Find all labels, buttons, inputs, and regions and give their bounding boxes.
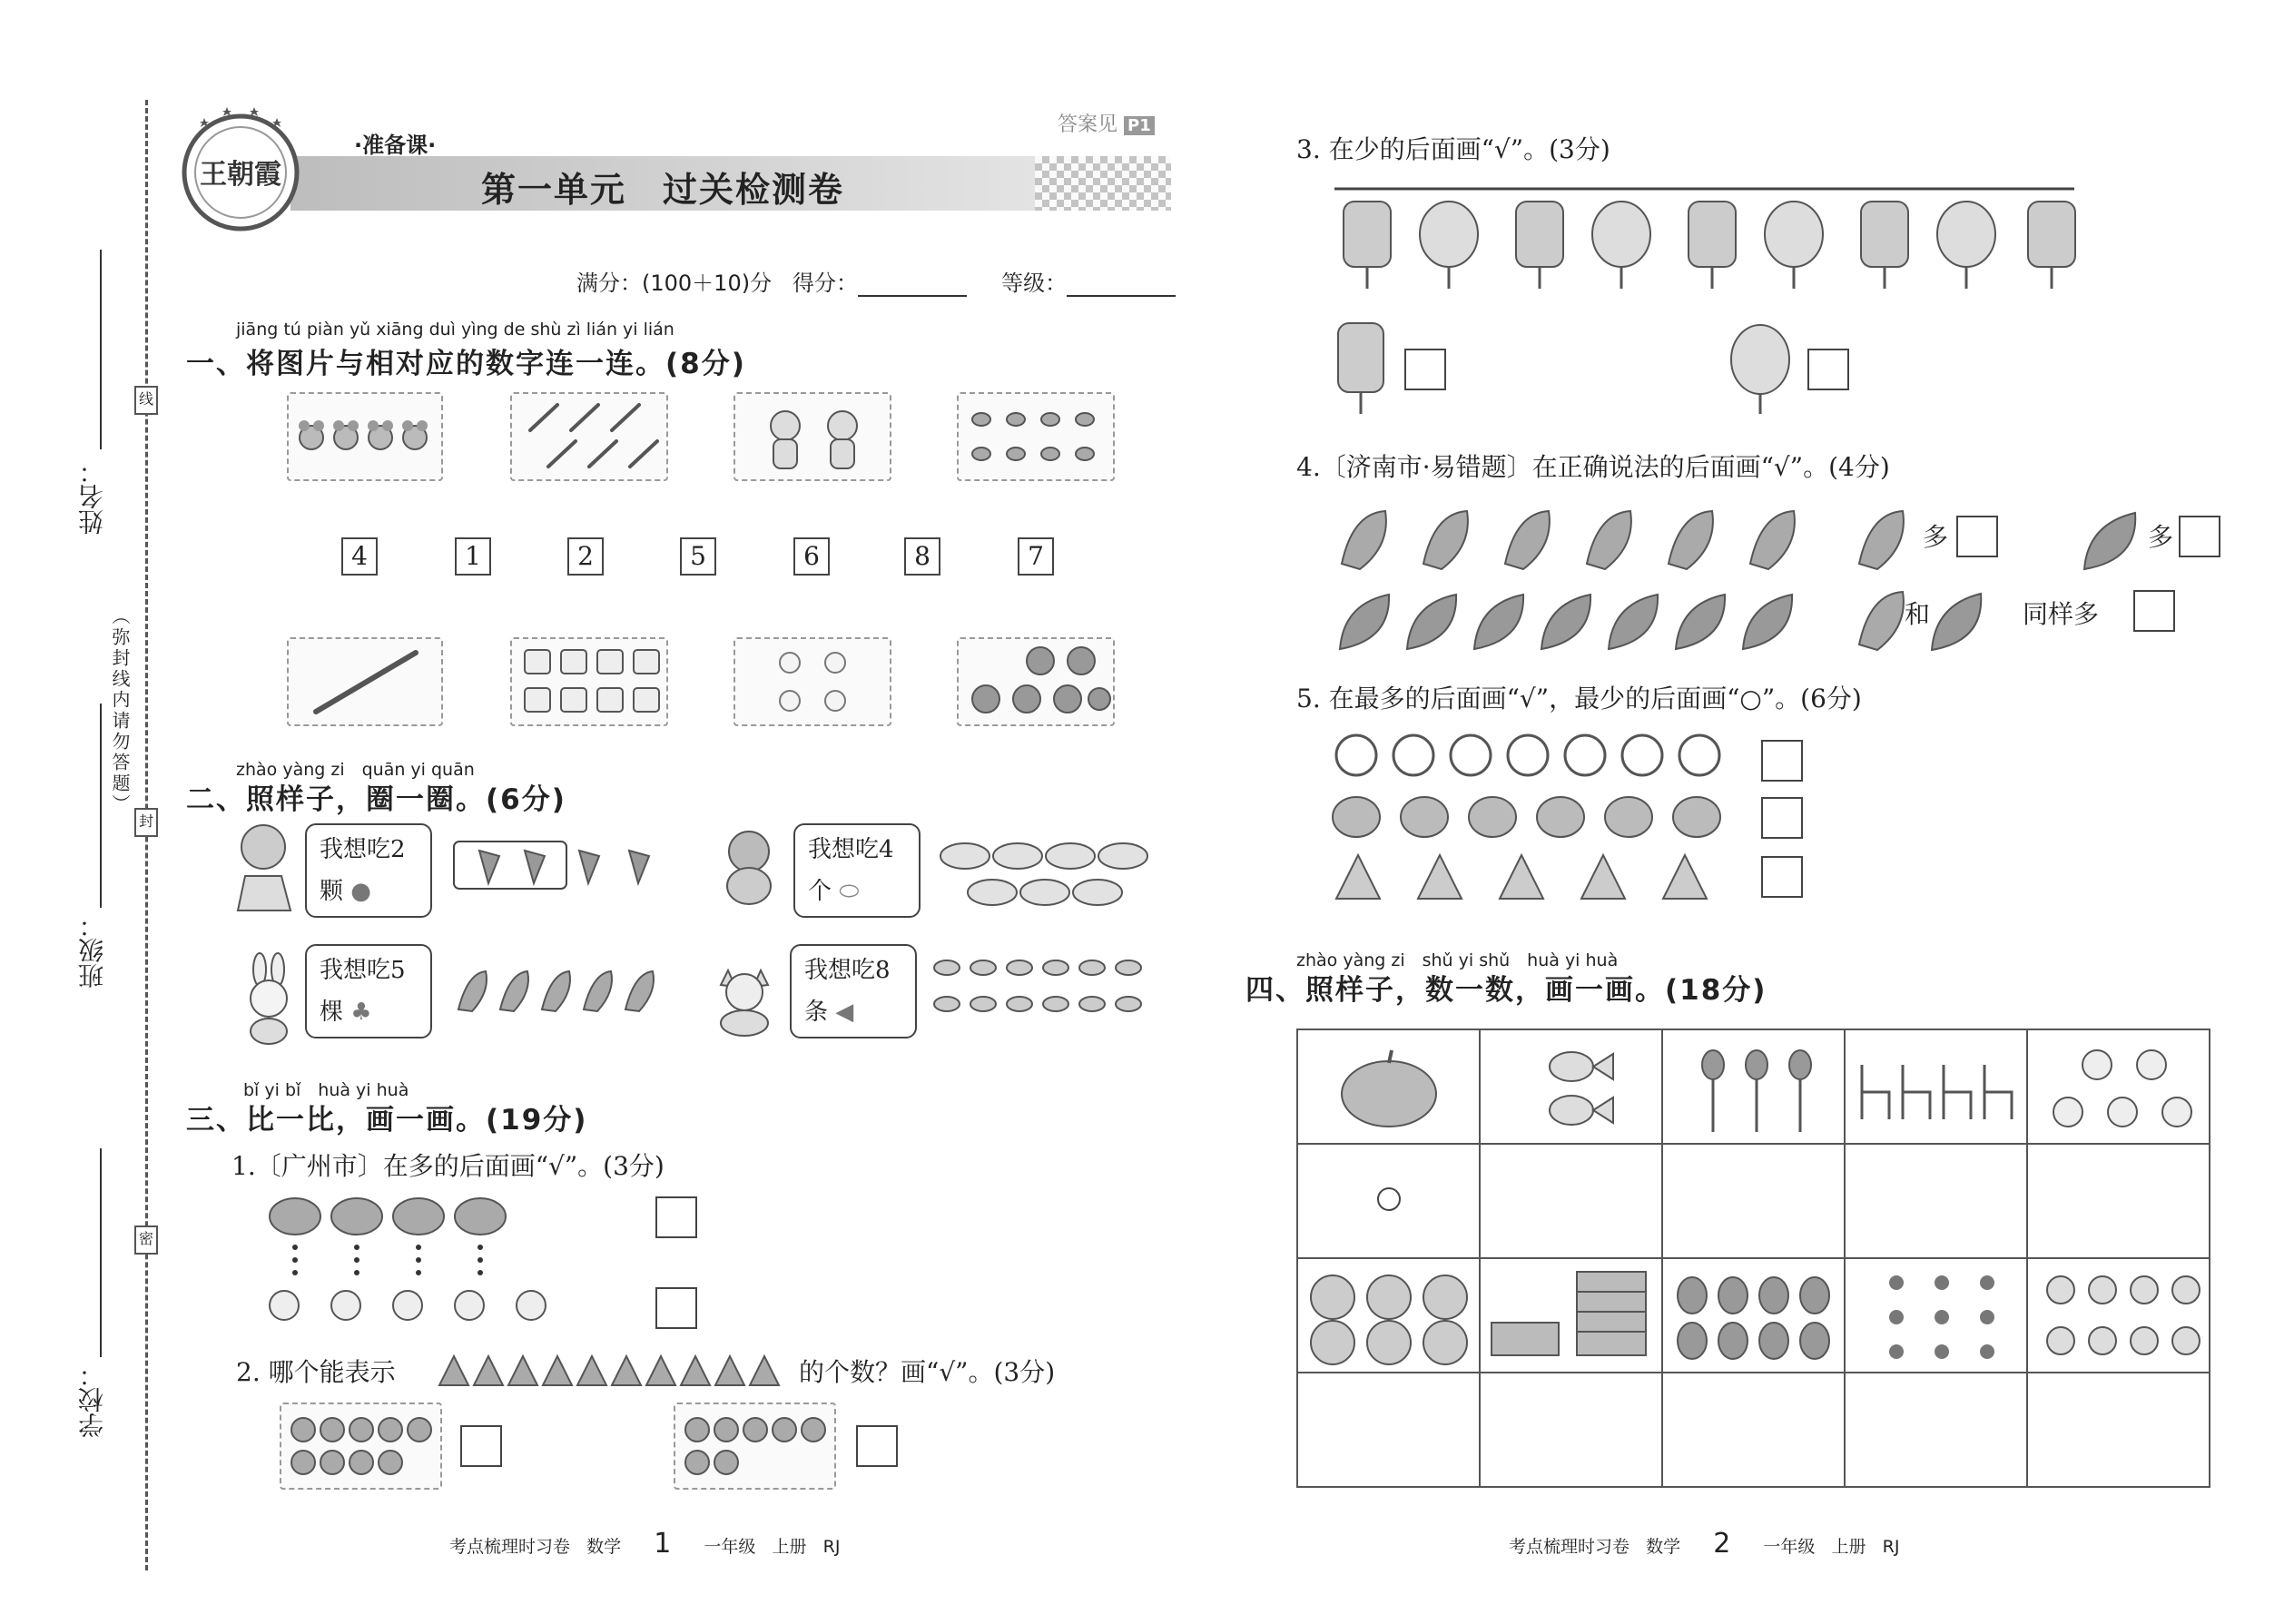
speech-bubble-cabbage: [305, 944, 432, 1038]
class-label: 班级：: [77, 912, 107, 989]
bubble-text-line2: 条: [804, 999, 829, 1026]
q3-checkbox-striped[interactable]: [1404, 349, 1446, 390]
q5-text: 5. 在最多的后面画“√”，最少的后面画“○”。(6分): [1296, 684, 1862, 714]
number-box-4[interactable]: 5: [680, 537, 716, 576]
footer-page-number: 1: [654, 1528, 672, 1560]
grid-answer-tulips[interactable]: [1662, 1144, 1845, 1258]
grid-cell-puppies: [2027, 1029, 2210, 1144]
dot-group-a: [281, 1404, 440, 1488]
grid-answer-sample[interactable]: [1297, 1144, 1480, 1258]
umbrella-icon: [512, 394, 666, 479]
q5-checkbox-rings[interactable]: [1761, 740, 1803, 782]
class-field[interactable]: [100, 704, 102, 908]
grid-answer-peaches[interactable]: [2027, 1373, 2210, 1487]
grid-cell-pumpkin: [1297, 1029, 1480, 1144]
picture-card-umbrellas[interactable]: [510, 392, 668, 481]
cup-icon: [512, 639, 666, 724]
mouse-icon: [289, 394, 441, 479]
bubble-text-line1: 我想吃2: [320, 836, 406, 863]
q2-option-b[interactable]: [674, 1403, 836, 1490]
lantern-striped-icon: [1344, 202, 1391, 267]
number-box-3[interactable]: 2: [567, 537, 604, 576]
s3-title: 三、比一比，画一画。(19分): [186, 1104, 588, 1137]
speech-bubble-mango: [793, 823, 921, 918]
number-box-7[interactable]: 7: [1018, 537, 1054, 576]
q2-checkbox-a[interactable]: [460, 1425, 502, 1467]
footer-series: 考点梳理时习卷: [1509, 1537, 1630, 1557]
radish-icon: [270, 1291, 299, 1320]
page-title: 第一单元 过关检测卷: [481, 170, 845, 210]
mooncake-icon: [1333, 797, 1380, 837]
fish-icon: ◀: [835, 999, 854, 1026]
cabbage-row[interactable]: [449, 964, 658, 1019]
picture-card-flute[interactable]: [287, 637, 443, 726]
bubble-text-line2: 个: [808, 878, 832, 905]
q1-comparison: [268, 1196, 504, 1333]
eggplant-icon: [1340, 595, 1389, 649]
grid-answer-chairs[interactable]: [1845, 1144, 2027, 1258]
number-box-5[interactable]: 6: [793, 537, 830, 576]
picture-card-cups[interactable]: [510, 637, 668, 726]
lantern-row: [1334, 182, 2079, 300]
speech-bubble-fish: [790, 944, 917, 1038]
ring-icon: [1336, 735, 1376, 775]
seal-note: （弥封线内请勿答题）: [109, 606, 131, 815]
q5-checkbox-zongzi[interactable]: [1761, 856, 1803, 898]
grade-label: 等级：: [1001, 271, 1068, 296]
mango-row[interactable]: [938, 840, 1147, 912]
banner-pattern: [1035, 156, 1171, 211]
candy-icon: [959, 394, 1113, 479]
grid-answer-ants[interactable]: [1845, 1373, 2027, 1487]
strawberry-icon: ●: [350, 878, 371, 905]
name-field[interactable]: [100, 250, 102, 449]
grid-cell-chairs: [1845, 1029, 2027, 1144]
puppy-icon: [2041, 1041, 2204, 1137]
lantern-round-icon: [1729, 316, 1793, 416]
flute-icon: [289, 639, 441, 724]
potato-icon: [270, 1198, 320, 1235]
grid-cell-books: [1480, 1258, 1662, 1373]
s2-pinyin: zhào yàng zi quān yi quān: [236, 760, 475, 780]
q2-text-a: 2. 哪个能表示: [236, 1357, 396, 1387]
school-label: 学校：: [77, 1362, 107, 1438]
footer-left: [449, 1528, 840, 1560]
triangle-row: [438, 1354, 792, 1387]
school-field[interactable]: [100, 1148, 102, 1357]
picture-card-apples[interactable]: [957, 637, 1115, 726]
s4-title: 四、照样子，数一数，画一画。(18分): [1245, 974, 1767, 1007]
q1-checkbox-radish[interactable]: [655, 1287, 697, 1329]
monkey-icon: [713, 826, 785, 908]
prep-label: ·准备课·: [354, 133, 437, 158]
q1-text: 1.〔广州市〕在多的后面画“√”。(3分): [231, 1151, 665, 1181]
number-box-2[interactable]: 1: [455, 537, 491, 576]
fish-row[interactable]: [930, 951, 1148, 1024]
footer-term: 上册: [772, 1537, 807, 1557]
bubble-text-line1: 我想吃8: [804, 957, 891, 984]
s2-title: 二、照样子，圈一圈。(6分): [186, 783, 566, 816]
footer-edition: RJ: [822, 1537, 841, 1557]
peach-icon: [2041, 1268, 2204, 1368]
q1-checkbox-potato[interactable]: [655, 1196, 697, 1238]
bubble-text-line1: 我想吃5: [320, 957, 406, 984]
answer-page-badge: P1: [1124, 116, 1155, 135]
number-box-6[interactable]: 8: [904, 537, 940, 576]
grid-cell-balls: [1297, 1258, 1480, 1373]
q4-same-label: 同样多: [2023, 599, 2100, 629]
goldfish-icon: [1526, 1043, 1626, 1134]
picture-card-candies[interactable]: [957, 392, 1115, 481]
q4-checkbox-cabbage-more[interactable]: [1956, 516, 1998, 557]
picture-card-chicks[interactable]: [733, 637, 891, 726]
cabbage-icon: ♣: [350, 999, 372, 1026]
grid-answer-puppies[interactable]: [2027, 1144, 2210, 1258]
q4-text: 4.〔济南市·易错题〕在正确说法的后面画“√”。(4分): [1296, 452, 1890, 482]
grid-cell-ants: [1845, 1258, 2027, 1373]
grid-cell-pineapples: [1662, 1258, 1845, 1373]
grade-field[interactable]: [1067, 273, 1176, 297]
chair-icon: [1853, 1056, 2025, 1128]
s3-pinyin: bǐ yi bǐ huà yi huà: [243, 1080, 409, 1100]
score-field[interactable]: [858, 273, 967, 297]
name-label: 姓名：: [77, 458, 107, 535]
footer-subject: 数学: [586, 1537, 622, 1557]
lantern-striped-icon: [1334, 316, 1389, 416]
cabbage-icon: [1854, 504, 1917, 576]
score-row: [576, 265, 1176, 297]
book-icon: [1488, 1268, 1660, 1368]
mango-icon: ⬭: [839, 878, 860, 905]
q5-rows: [1334, 733, 1734, 906]
sample-circle-icon: [1376, 1186, 1403, 1214]
answer-reference: [1058, 109, 1155, 137]
s1-title: 一、将图片与相对应的数字连一连。(8分): [186, 348, 746, 380]
score-label: 得分：: [792, 271, 858, 296]
speech-bubble-strawberry: [305, 823, 432, 918]
brand-logo: [172, 100, 309, 236]
bubble-text-line1: 我想吃4: [808, 836, 894, 863]
q2-option-a[interactable]: [280, 1403, 442, 1490]
q5-checkbox-mooncakes[interactable]: [1761, 797, 1803, 839]
brand-name: 王朝霞: [200, 159, 281, 191]
q3-checkbox-round[interactable]: [1807, 349, 1849, 390]
tiger-icon: [735, 394, 890, 479]
footer-grade: 一年级: [1763, 1537, 1816, 1557]
footer-subject: 数学: [1646, 1537, 1681, 1557]
grid-answer-books[interactable]: [1480, 1373, 1662, 1487]
q4-more-label-1: 多: [1923, 522, 1949, 552]
number-box-1[interactable]: 4: [341, 537, 378, 576]
eggplant-icon: [1932, 594, 1981, 650]
dot-group-b: [675, 1404, 834, 1488]
counting-grid: [1296, 1029, 2210, 1488]
bubble-text-line2: 颗: [320, 878, 344, 905]
grid-answer-pineapples[interactable]: [1662, 1373, 1845, 1487]
picture-card-mice[interactable]: [287, 392, 443, 481]
grid-cell-tulips: [1662, 1029, 1845, 1144]
tulip-icon: [1686, 1041, 1822, 1137]
footer-edition: RJ: [1882, 1537, 1900, 1557]
strawberry-row[interactable]: [452, 840, 688, 894]
grid-answer-goldfish[interactable]: [1480, 1144, 1662, 1258]
apple-icon: [959, 639, 1113, 724]
seal-char-line: 线: [134, 386, 158, 415]
q2-checkbox-b[interactable]: [856, 1425, 898, 1467]
seal-char-seal: 封: [134, 808, 158, 837]
pumpkin-icon: [1339, 1047, 1439, 1128]
grid-answer-balls[interactable]: [1297, 1373, 1480, 1487]
q4-checkbox-eggplant-more[interactable]: [2179, 516, 2220, 557]
grid-cell-goldfish: [1480, 1029, 1662, 1144]
lantern-round-icon: [1420, 202, 1478, 267]
seal-char-secret: 密: [134, 1225, 158, 1255]
cat-icon: [708, 958, 781, 1039]
q3-text: 3. 在少的后面画“√”。(3分): [1296, 134, 1610, 164]
rabbit-icon: [232, 953, 305, 1044]
q2-text-b: 的个数？画“√”。(3分): [799, 1357, 1056, 1387]
s1-pinyin: jiāng tú piàn yǔ xiāng duì yìng de shù zì lián yi lián: [236, 320, 674, 340]
eggplant-icon: [2079, 504, 2151, 576]
footer-term: 上册: [1831, 1537, 1866, 1557]
s4-pinyin: zhào yàng zi shǔ yi shǔ huà yi huà: [1296, 950, 1619, 970]
chick-icon: [735, 639, 890, 724]
q4-checkbox-same[interactable]: [2133, 590, 2175, 632]
q4-vegetables: [1334, 504, 1843, 658]
cabbage-icon: [1342, 511, 1386, 569]
picture-card-tigers[interactable]: [733, 392, 891, 481]
q4-more-label-2: 多: [2148, 522, 2174, 552]
footer-series: 考点梳理时习卷: [449, 1537, 571, 1557]
cabbage-icon: [1859, 592, 1904, 650]
ant-icon: [1873, 1268, 2009, 1368]
footer-right: [1509, 1528, 1899, 1560]
footer-page-number: 2: [1713, 1528, 1731, 1560]
answer-ref-text: 答案见: [1058, 113, 1118, 136]
pineapple-icon: [1672, 1272, 1840, 1363]
grid-cell-peaches: [2027, 1258, 2210, 1373]
zongzi-icon: [1336, 855, 1380, 899]
girl-icon: [234, 822, 298, 912]
full-score: 满分：(100＋10)分: [576, 271, 773, 296]
bubble-text-line2: 棵: [320, 999, 344, 1026]
footer-grade: 一年级: [704, 1537, 756, 1557]
ball-icon: [1305, 1270, 1478, 1365]
q4-and-label: 和: [1905, 599, 1931, 629]
